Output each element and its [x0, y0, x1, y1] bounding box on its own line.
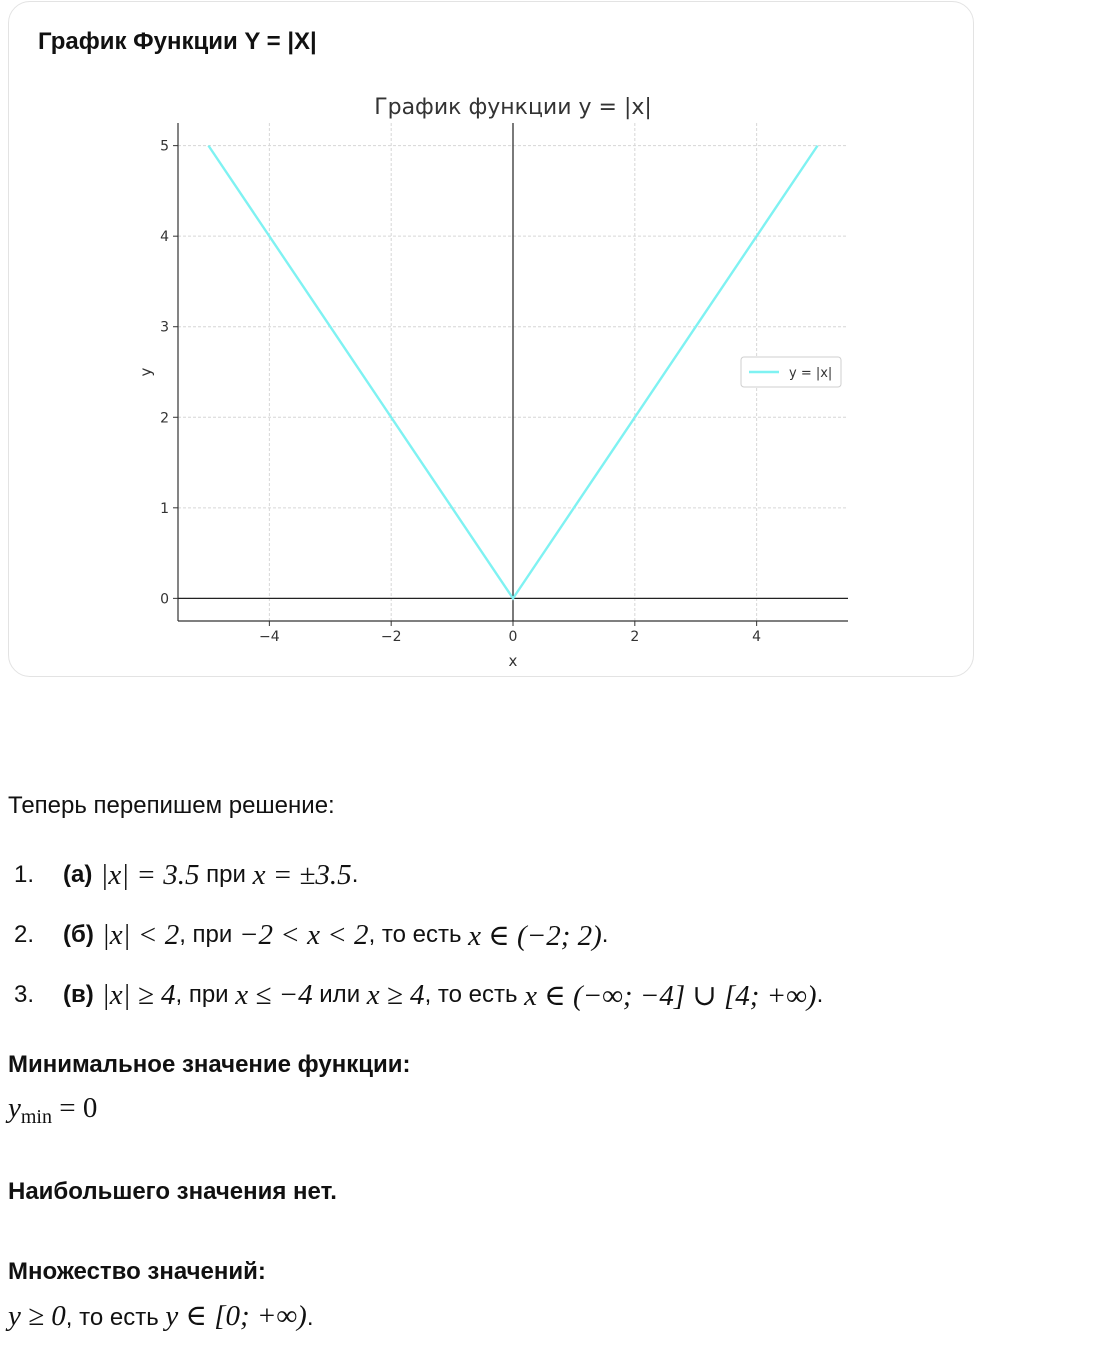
- y-tick-label: 3: [160, 319, 169, 336]
- chart-title: График функции y = |x|: [374, 95, 652, 120]
- item-text: или: [312, 981, 367, 1008]
- item-number: 2.: [14, 921, 35, 948]
- range-text: , то есть: [65, 1304, 166, 1331]
- range-formula: [8, 1298, 314, 1333]
- solution-item: [14, 965, 823, 1025]
- min-rest: = 0: [52, 1092, 98, 1124]
- x-axis-label: x: [508, 652, 518, 670]
- x-tick-label: 0: [508, 629, 518, 645]
- math-expression: x ∈ (−∞; −4] ∪ [4; +∞): [524, 979, 817, 1012]
- function-plot: [9, 2, 975, 678]
- range-end: .: [306, 1304, 314, 1331]
- item-text: , то есть: [368, 921, 469, 948]
- math-expression: x ∈ (−2; 2): [468, 919, 602, 952]
- chart-card: [8, 1, 974, 677]
- item-label: (б): [63, 921, 94, 948]
- y-tick-label: 2: [160, 410, 169, 427]
- y-tick-label: 1: [160, 500, 169, 517]
- min-var: y: [8, 1092, 21, 1124]
- math-expression: |x| = 3.5: [100, 858, 200, 891]
- solution-item: [14, 905, 823, 965]
- range-math-2: y ∈ [0; +∞): [165, 1300, 307, 1332]
- item-text: .: [601, 921, 609, 948]
- math-expression: |x| < 2: [101, 918, 180, 951]
- x-tick-label: −4: [259, 629, 280, 645]
- y-tick-label: 0: [160, 591, 169, 608]
- item-text: , при: [175, 981, 236, 1008]
- item-number: 3.: [14, 981, 35, 1008]
- math-expression: −2 < x < 2: [238, 918, 369, 951]
- y-axis-label: y: [137, 367, 155, 377]
- item-number: 1.: [14, 861, 35, 888]
- x-tick-label: −2: [380, 629, 402, 645]
- item-text: .: [816, 981, 824, 1008]
- x-tick-label: 4: [752, 629, 762, 645]
- range-heading: Множество значений:: [8, 1258, 266, 1285]
- max-heading: Наибольшего значения нет.: [8, 1178, 337, 1205]
- x-tick-label: 2: [630, 629, 640, 645]
- math-expression: x = ±3.5: [252, 858, 352, 891]
- range-math-1: y ≥ 0: [8, 1300, 66, 1332]
- min-heading: Минимальное значение функции:: [8, 1051, 411, 1078]
- card-title: График Функции Y = |X|: [38, 28, 317, 55]
- solution-list: [14, 845, 823, 1025]
- item-text: при: [199, 861, 253, 888]
- math-expression: |x| ≥ 4: [101, 978, 176, 1011]
- math-expression: x ≤ −4: [235, 978, 313, 1011]
- legend-label: y = |x|: [789, 366, 833, 381]
- min-sub: min: [20, 1106, 52, 1128]
- item-text: .: [351, 861, 359, 888]
- y-tick-label: 5: [160, 138, 169, 155]
- item-label: (в): [63, 981, 94, 1008]
- solution-item: [14, 845, 823, 905]
- solution-intro: Теперь перепишем решение:: [8, 792, 335, 819]
- item-label: (а): [63, 861, 93, 888]
- item-text: , то есть: [424, 981, 525, 1008]
- min-formula: [8, 1092, 97, 1129]
- y-tick-label: 4: [160, 229, 169, 246]
- math-expression: x ≥ 4: [366, 978, 425, 1011]
- item-text: , при: [179, 921, 239, 948]
